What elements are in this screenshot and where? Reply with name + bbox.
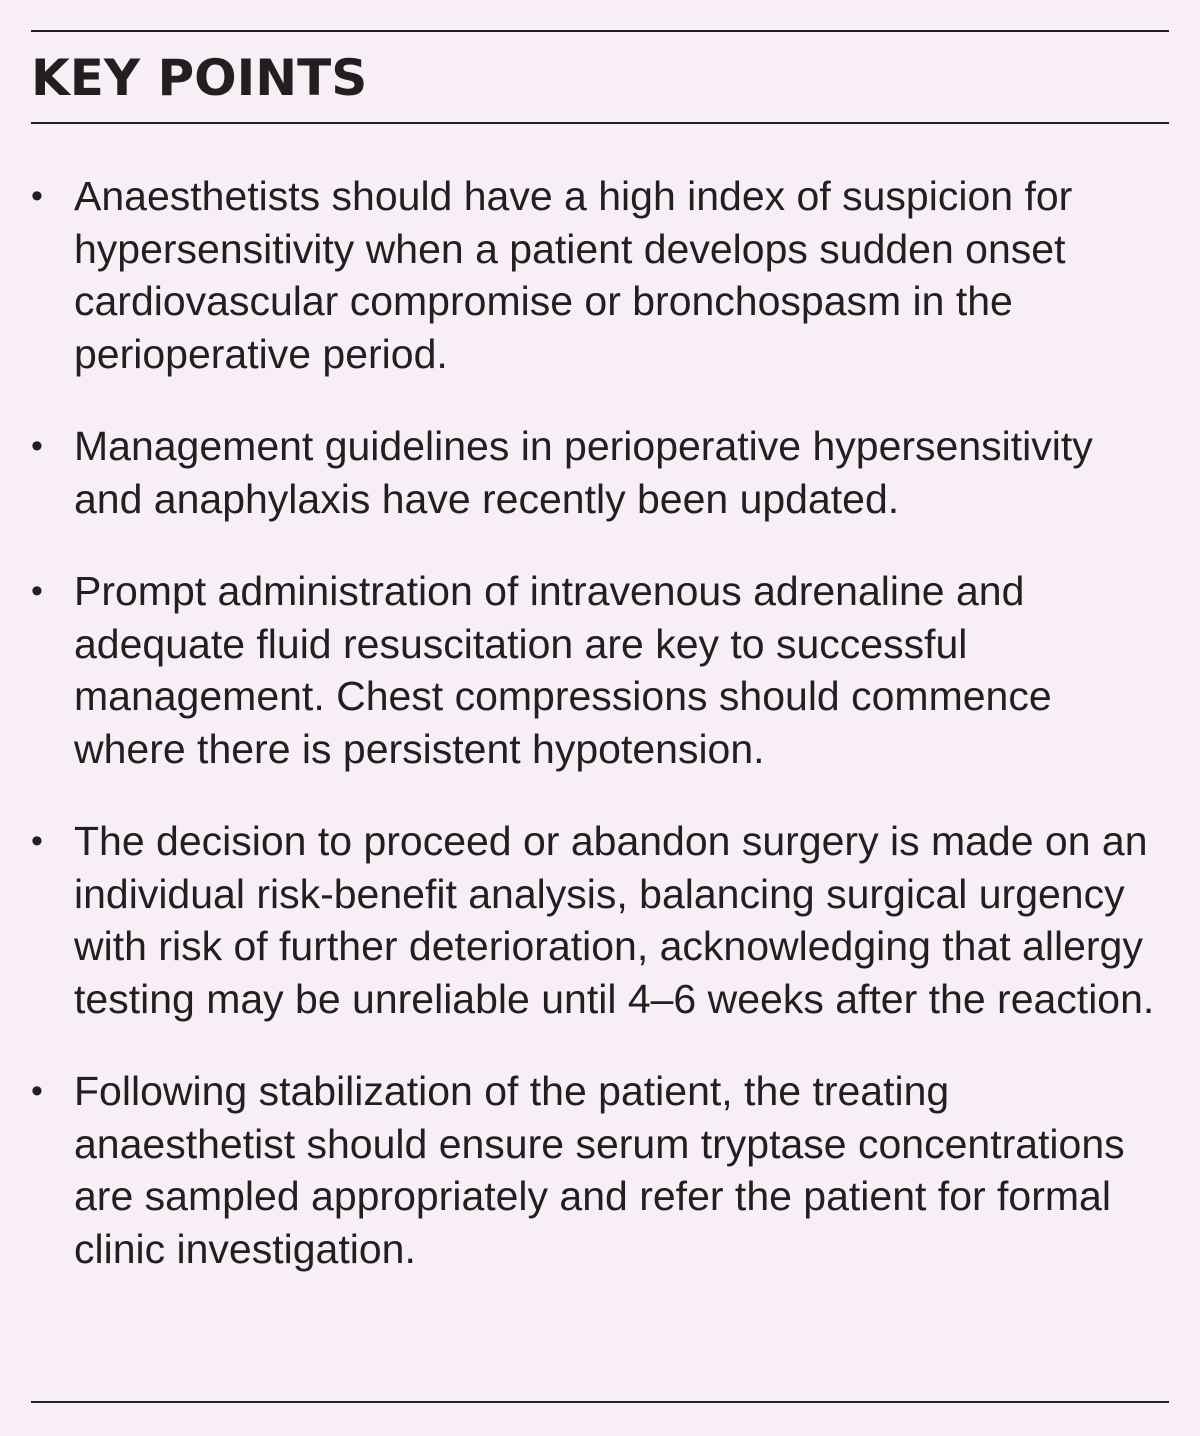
key-point-item bbox=[31, 170, 1169, 380]
key-point-text: Management guidelines in perioperative hypersensitivity and anaphylaxis have recently been updated. bbox=[74, 423, 1093, 522]
title-rule bbox=[31, 122, 1169, 124]
key-point-text: Prompt administration of intravenous adrenaline and adequate fluid resuscitation are key to successful management. Chest compressions should commence where there is persistent hypotension. bbox=[74, 568, 1052, 772]
bullet-icon: • bbox=[31, 822, 43, 860]
bullet-icon: • bbox=[31, 572, 43, 610]
key-points-list bbox=[31, 170, 1169, 1315]
key-point-item bbox=[31, 420, 1169, 525]
key-point-item bbox=[31, 1065, 1169, 1275]
bullet-icon: • bbox=[31, 427, 43, 465]
bottom-rule bbox=[31, 1401, 1169, 1403]
key-points-title: KEY POINTS bbox=[31, 49, 368, 107]
top-rule bbox=[31, 30, 1169, 32]
key-point-text: The decision to proceed or abandon surgery is made on an individual risk-benefit analysis, balancing surgical urgency with risk of further deterioration, acknowledging that allergy testing may be unreliable until 4–6 weeks after the reaction. bbox=[74, 818, 1155, 1022]
key-point-text: Following stabilization of the patient, the treating anaesthetist should ensure serum tryptase concentrations are sampled appropriately and refer the patient for formal clinic investigation. bbox=[74, 1068, 1125, 1272]
bullet-icon: • bbox=[31, 1072, 43, 1110]
key-point-text: Anaesthetists should have a high index of suspicion for hypersensitivity when a patient develops sudden onset cardiovascular compromise or bronchospasm in the perioperative period. bbox=[74, 173, 1073, 377]
key-point-item bbox=[31, 815, 1169, 1025]
key-point-item bbox=[31, 565, 1169, 775]
bullet-icon: • bbox=[31, 177, 43, 215]
